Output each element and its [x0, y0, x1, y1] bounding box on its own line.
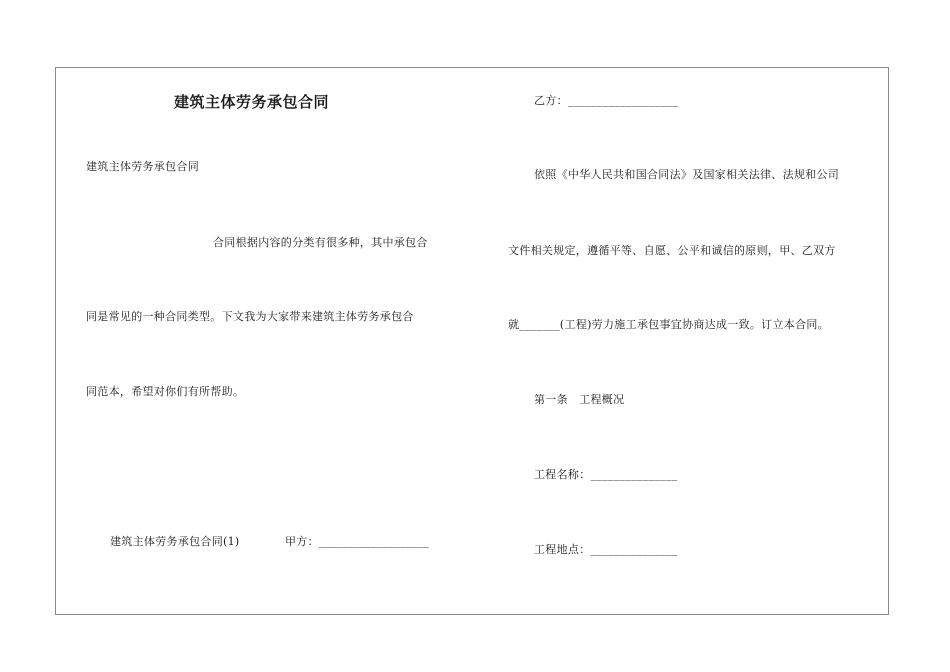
party-a-field: 甲方：___________________ — [285, 535, 430, 548]
party-b-field: 乙方：___________________ — [534, 94, 679, 107]
project-location-field: 工程地点：_______________ — [534, 543, 678, 556]
contract-heading: 建筑主体劳务承包合同(1) — [110, 535, 240, 548]
document-title: 建筑主体劳务承包合同 — [174, 93, 330, 111]
document-subtitle: 建筑主体劳务承包合同 — [86, 160, 199, 173]
document-page — [55, 67, 889, 615]
paragraph-line-3: 就_______(工程)劳力施工承包事宜协商达成一致。订立本合同。 — [508, 318, 829, 331]
paragraph-line-2: 文件相关规定，遵循平等、自愿、公平和诚信的原则，甲、乙双方 — [508, 244, 836, 257]
project-name-field: 工程名称：_______________ — [534, 468, 678, 481]
paragraph-line-1: 依照《中华人民共和国合同法》及国家相关法律、法规和公司 — [534, 168, 840, 181]
article-1-heading: 第一条 工程概况 — [534, 393, 625, 406]
intro-line-2: 同是常见的一种合同类型。下文我为大家带来建筑主体劳务承包合 — [86, 310, 414, 323]
intro-line-1: 合同根据内容的分类有很多种，其中承包合 — [213, 236, 428, 249]
intro-line-3: 同范本，希望对你们有所帮助。 — [86, 385, 245, 398]
